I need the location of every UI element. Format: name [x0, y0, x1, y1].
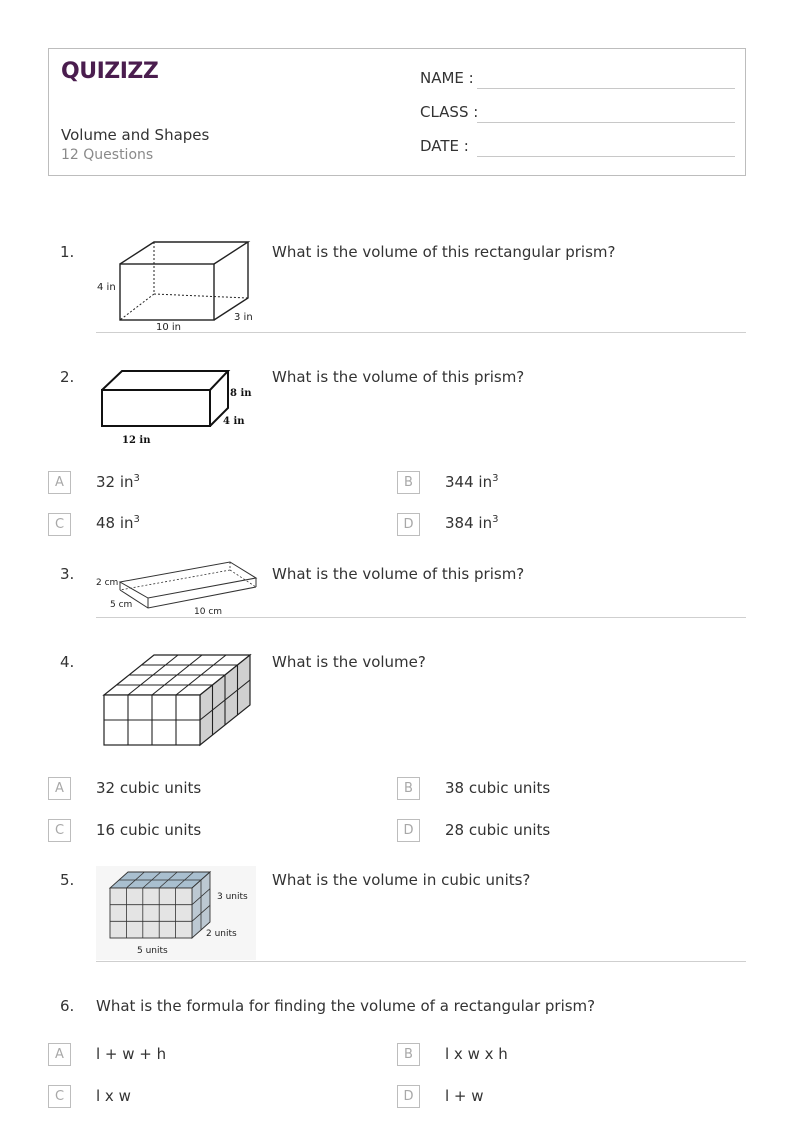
worksheet-header: [48, 48, 746, 176]
name-field[interactable]: [420, 69, 735, 89]
q6-option-c-text[interactable]: l x w: [96, 1087, 131, 1105]
q2-option-c-box[interactable]: C: [48, 513, 71, 536]
prism-figure-2: [96, 366, 256, 448]
prism-2-width-label: 4 in: [223, 416, 245, 427]
q2-option-a-box[interactable]: A: [48, 471, 71, 494]
q2-option-a-text[interactable]: 32 $in^3$: [96, 473, 140, 491]
q4-option-d-box[interactable]: D: [397, 819, 420, 842]
q2-option-d-text[interactable]: 384 $in^3$: [445, 514, 499, 532]
class-label: CLASS :: [420, 103, 479, 121]
question-6-number: 6.: [60, 997, 75, 1015]
question-1-text: What is the volume of this rectangular prism?: [272, 243, 616, 261]
q4-option-a-text[interactable]: 32 cubic units: [96, 779, 202, 797]
question-count: 12 Questions: [61, 147, 154, 163]
q6-option-b-text[interactable]: l x w x h: [445, 1045, 508, 1063]
q6-option-a-text[interactable]: l + w + h: [96, 1045, 167, 1063]
cubes-5-height-label: 3 units: [217, 892, 248, 902]
date-line[interactable]: [477, 156, 735, 157]
prism-3-length-label: 10 cm: [194, 607, 223, 616]
prism-1-height-label: 4 in: [97, 282, 116, 293]
q4-option-c-box[interactable]: C: [48, 819, 71, 842]
prism-3-height-label: 2 cm: [96, 578, 119, 588]
q4-option-b-box[interactable]: B: [397, 777, 420, 800]
prism-1-width-label: 3 in: [234, 312, 253, 323]
question-1-number: 1.: [60, 243, 75, 261]
cubes-5-length-label: 5 units: [137, 946, 168, 956]
name-line[interactable]: [477, 88, 735, 89]
q2-option-c-text[interactable]: 48 $in^3$: [96, 514, 140, 532]
date-field[interactable]: [420, 137, 735, 157]
unit-cube-figure-4: [98, 651, 254, 749]
question-3-number: 3.: [60, 565, 75, 583]
question-2-text: What is the volume of this prism?: [272, 368, 525, 386]
q2-option-d-box[interactable]: D: [397, 513, 420, 536]
q6-option-d-box[interactable]: D: [397, 1085, 420, 1108]
q2-option-b-box[interactable]: B: [397, 471, 420, 494]
unit-cube-figure-5: [96, 866, 256, 960]
prism-3-width-label: 5 cm: [110, 600, 133, 610]
q6-option-c-box[interactable]: C: [48, 1085, 71, 1108]
question-4-text: What is the volume?: [272, 653, 426, 671]
rectangular-prism-figure-1: [94, 238, 264, 334]
q6-option-d-text[interactable]: l + w: [445, 1087, 484, 1105]
prism-1-length-label: 10 in: [156, 322, 182, 333]
question-2-number: 2.: [60, 368, 75, 386]
question-5-text: What is the volume in cubic units?: [272, 871, 531, 889]
separator: [96, 332, 746, 333]
prism-2-height-label: 8 in: [230, 388, 252, 399]
q4-option-b-text[interactable]: 38 cubic units: [445, 779, 551, 797]
separator: [96, 961, 746, 962]
date-label: DATE :: [420, 137, 469, 155]
q2-option-b-text[interactable]: 344 $in^3$: [445, 473, 499, 491]
name-label: NAME :: [420, 69, 474, 87]
worksheet-title: Volume and Shapes: [61, 126, 210, 144]
prism-2-length-label: 12 in: [122, 435, 151, 446]
class-line[interactable]: [477, 122, 735, 123]
q4-option-a-box[interactable]: A: [48, 777, 71, 800]
q4-option-d-text[interactable]: 28 cubic units: [445, 821, 551, 839]
question-4-number: 4.: [60, 653, 75, 671]
q6-option-a-box[interactable]: A: [48, 1043, 71, 1066]
q4-option-c-text[interactable]: 16 cubic units: [96, 821, 202, 839]
question-5-number: 5.: [60, 871, 75, 889]
question-6-text: What is the formula for finding the volume of a rectangular prism?: [96, 997, 596, 1015]
cubes-5-width-label: 2 units: [206, 929, 237, 939]
question-3-text: What is the volume of this prism?: [272, 565, 525, 583]
quizizz-logo: QUIZIZZ: [61, 59, 159, 84]
class-field[interactable]: [420, 103, 735, 123]
q6-option-b-box[interactable]: B: [397, 1043, 420, 1066]
prism-figure-3: [94, 558, 264, 616]
separator: [96, 617, 746, 618]
